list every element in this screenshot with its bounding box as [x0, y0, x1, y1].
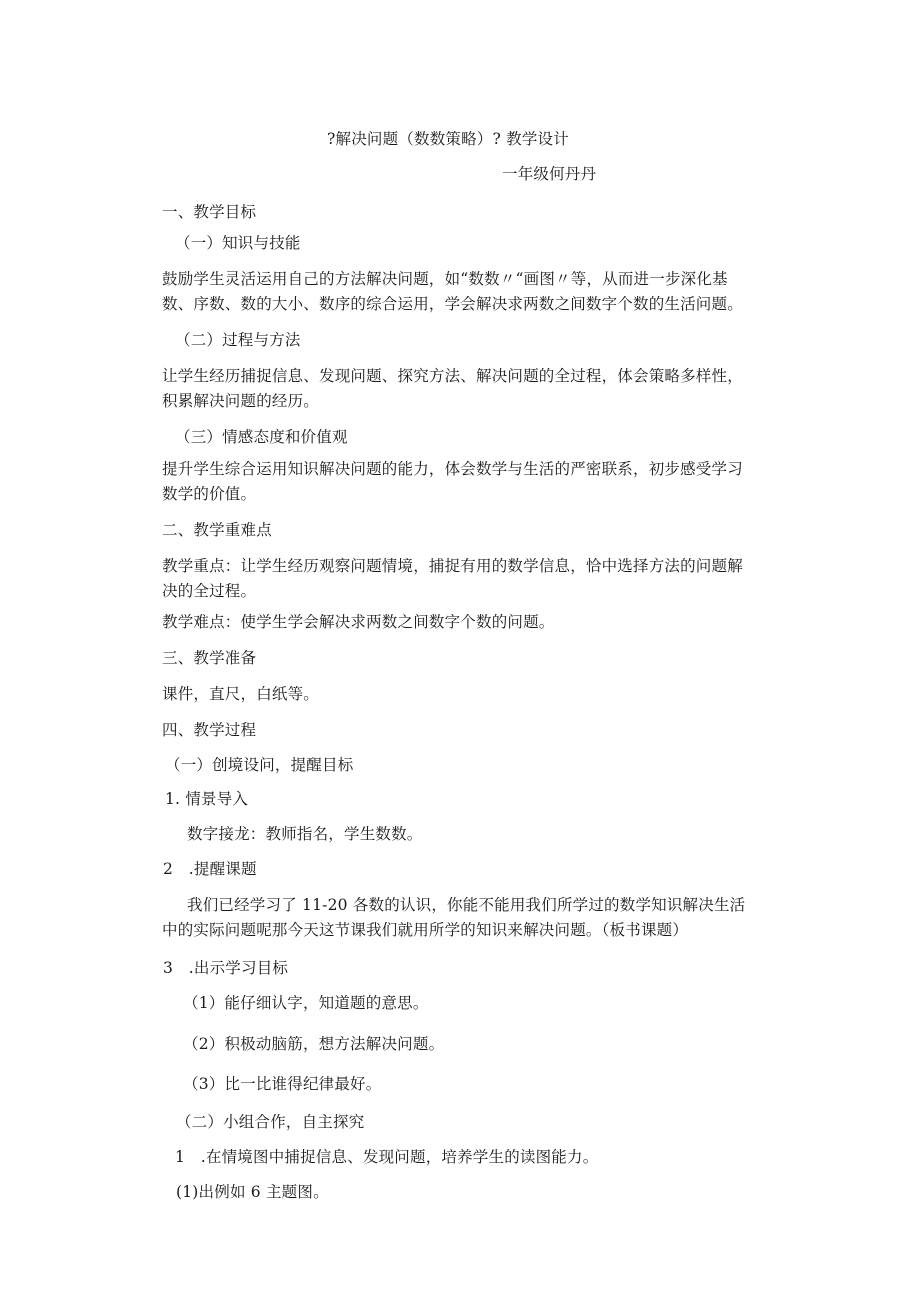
paragraph-line: 积累解决问题的经历。	[162, 392, 320, 410]
subheading-process: （二）过程与方法	[175, 331, 301, 349]
subheading-cooperation: （二）小组合作，自主探究	[176, 1113, 365, 1131]
subheading-scenario: （一）创境设问，提醒目标	[165, 756, 354, 774]
section-heading-key-points: 二、教学重难点	[162, 521, 272, 539]
paragraph-line: 让学生经历捕捉信息、发现问题、探究方法、解决问题的全过程，体会策略多样性，	[162, 367, 743, 385]
list-item: 1 .在情境图中捕捉信息、发现问题，培养学生的读图能力。	[175, 1148, 599, 1166]
list-item: 3 .出示学习目标	[163, 959, 289, 977]
author-line: 一年级何丹丹	[502, 165, 597, 183]
document-title: ?解决问题（数数策略）? 教学设计	[327, 130, 569, 148]
paragraph-line: 数字接龙：教师指名，学生数数。	[187, 825, 423, 843]
subheading-knowledge: （一）知识与技能	[175, 234, 301, 252]
paragraph-line: 我们已经学习了 11-20 各数的认识，你能不能用我们所学过的数学知识解决生活	[187, 896, 746, 914]
list-item: 1. 情景导入	[165, 790, 249, 808]
paragraph-line: 数、序数、数的大小、数序的综合运用，学会解决求两数之间数字个数的生活问题。	[162, 295, 743, 313]
section-heading-preparation: 三、教学准备	[162, 649, 257, 667]
paragraph-line: 鼓励学生灵活运用自己的方法解决问题，如“数数〃“画图〃等，从而进一步深化基	[162, 270, 728, 288]
list-item: (1)出例如 6 主题图。	[176, 1183, 329, 1201]
subheading-attitude: （三）情感态度和价值观	[175, 428, 348, 446]
paragraph-line: 提升学生综合运用知识解决问题的能力，体会数学与生活的严密联系，初步感受学习	[162, 460, 743, 478]
list-item: 2 .提醒课题	[163, 860, 257, 878]
section-heading-process: 四、教学过程	[162, 721, 257, 739]
section-heading-objectives: 一、教学目标	[162, 203, 257, 221]
paragraph-line: 教学重点：让学生经历观察问题情境，捕捉有用的数学信息，恰中选择方法的问题解	[162, 557, 743, 575]
paragraph-line: 课件，直尺，白纸等。	[162, 685, 320, 703]
list-item: （1）能仔细认字，知道题的意思。	[183, 994, 429, 1012]
list-item: （2）积极动脑筋，想方法解决问题。	[183, 1035, 445, 1053]
paragraph-line: 决的全过程。	[162, 582, 257, 600]
paragraph-line: 数学的价值。	[162, 485, 257, 503]
paragraph-line: 中的实际问题呢那今天这节课我们就用所学的知识来解决问题。（板书课题）	[162, 921, 689, 939]
paragraph-line: 教学难点：使学生学会解决求两数之间数字个数的问题。	[162, 613, 555, 631]
list-item: （3）比一比谁得纪律最好。	[183, 1075, 382, 1093]
